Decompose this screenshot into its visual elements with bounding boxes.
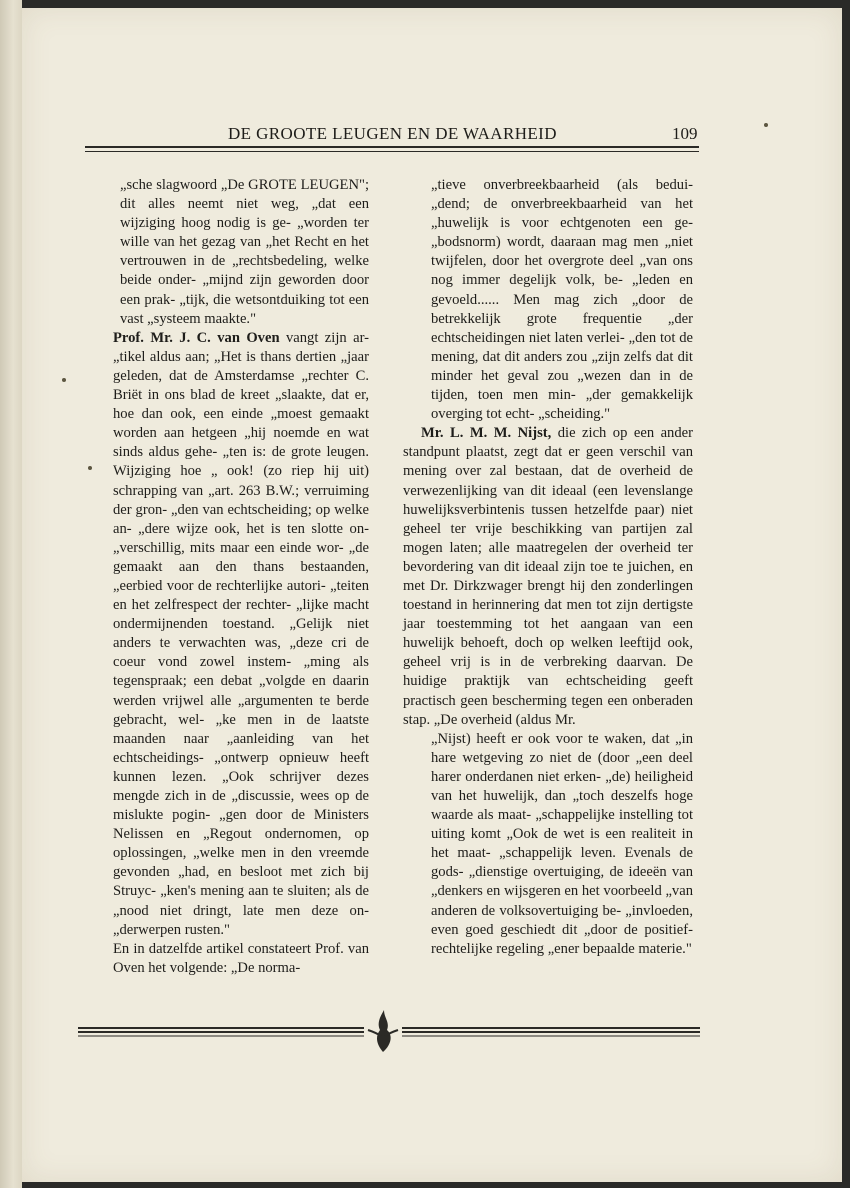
running-title: DE GROOTE LEUGEN EN DE WAARHEID [228, 124, 557, 143]
speaker-name: Mr. L. M. M. Nijst, [421, 425, 552, 442]
right-column [403, 176, 693, 959]
paragraph: En in datzelfde artikel constateert Prof. van Oven het volgende: „De norma- [113, 940, 369, 976]
left-column [113, 176, 369, 978]
paragraph: „sche slagwoord „De GROTE LEUGEN"; dit alles neemt niet weg, „dat een wijziging hoog nodig is ge- „worden ter wille van het gezag van „het Recht en het vertrouwen in de „rechtsbedeling, welke beide onder- „mijnd zijn geworden door een prak- „tijk, die wetsontduiking tot een vast „systeem maakte." [120, 177, 369, 327]
flame-ornament-icon [78, 1008, 700, 1058]
header-rule [85, 146, 699, 148]
page-number: 109 [672, 124, 698, 143]
paper-speck [62, 378, 66, 382]
speaker-name: Prof. Mr. J. C. van Oven [113, 329, 280, 346]
paragraph: „tieve onverbreekbaarheid (als bedui- „dend; de onverbreekbaarheid van het „huwelijk is voor echtgenoten een ge- „bodsnorm) wordt, daaraan mag men „niet twijfelen, door het overgrote deel „van ons nog immer degelijk volk, be- „leden en gevoeld...... Men mag zich „door de betrekkelijk grote frequentie „der echtscheidingen niet laten verlei- „den tot de mening, dat dit anders zou „zijn zelfs dat dit minder het geval zou „wezen dan in de tijden, toen men min- „der gemakkelijk overging tot echt- „scheiding." [431, 177, 693, 423]
paragraph: „Nijst) heeft er ook voor te waken, dat „in hare wetgeving zo niet de (door „een deel harer onderdanen niet erken- „de) heiligheid van het huwelijk, dan „toch deszelfs hoge waarde als maat- „schappelijke instelling tot uiting komt „Ook de wet is een realiteit in het maat- „schappelijk leven. Evenals de gods- „dienstige overtuiging, de ideeën van „denkers en wijsgeren en het voorbeeld „van anderen de volksovertuiging be- „invloeden, even goed geschiedt dit „door de positief-rechtelijke regeling „ener bepaalde materie." [431, 730, 693, 957]
paper-speck [764, 123, 768, 127]
paper-speck [88, 466, 92, 470]
header-rule-thin [85, 151, 699, 152]
paragraph-text: die zich op een ander standpunt plaatst, zegt dat er geen verschil van mening over zal bestaan, dat de overheid de verwezenlijking van dit ideaal (een levenslange huwelijksverbintenis tussen hetzelfde paar) niet geheel ter vrije beschikking van partijen zal mogen laten; alle maatregelen der overheid ter bevordering van dit ideaal zijn toe te juichen, en met Dr. Dirkzwager brengt hij den zonderlingen toestand in herinnering dat men tot zijn dertigste jaar toestemming tot het aangaan van een huwelijk behoeft, doch op welken leeftijd ook, geheel vrij is in de verbreking daarvan. De huidige praktijk van echtscheiding geeft practisch geen bescherming tegen een onberaden stap. „De overheid (aldus Mr. [403, 425, 693, 728]
paragraph [403, 424, 693, 730]
paragraph-text: vangt zijn ar- „tikel aldus aan; „Het is thans dertien „jaar geleden, dat de Amsterdamse „rechter C. Briët in ons blad de kreet „slaakte, dat er, hoe dan ook, een einde „moest gemaakt worden aan hetgeen „hij noemde en wat sinds aldus gehe- „ten is: de grote leugen. Wijziging hoe „ ook! (zo riep hij uit) schrapping van „art. 263 B.W.; verruiming der gron- „den van echtscheiding; op welke an- „dere wijze ook, het is ten slotte on- „verschillig, mits maar een einde wor- „de gemaakt aan den thans bestaanden, „eerbied voor de rechterlijke autori- „teiten en het zelfrespect der rechter- „lijke macht ondermijnenden toestand. „Gelijk niet anders te verwachten was, „deze cri de coeur vond zowel instem- „ming als tegenspraak; een debat „volgde en daarin werden vrijwel alle „argumenten te berde gebracht, wel- „ke men in de laatste maanden naar „aanleiding van het echtscheidings- „ontwerp opnieuw heeft kunnen lezen. „Ook schrijver dezes mengde zich in de „discussie, wees op de mislukte pogin- „gen door de Ministers Nelissen en „Regout ondernomen, op oplossingen, „welke men in den vreemde gevonden „had, en besloot met zich bij Struyc- „ken's mening aan te sluiten; als de „nood niet dringt, late men deze on- „derwerpen rusten." [113, 329, 369, 938]
paragraph [113, 329, 369, 940]
scan-border [842, 0, 850, 1188]
page-gutter [0, 0, 22, 1188]
